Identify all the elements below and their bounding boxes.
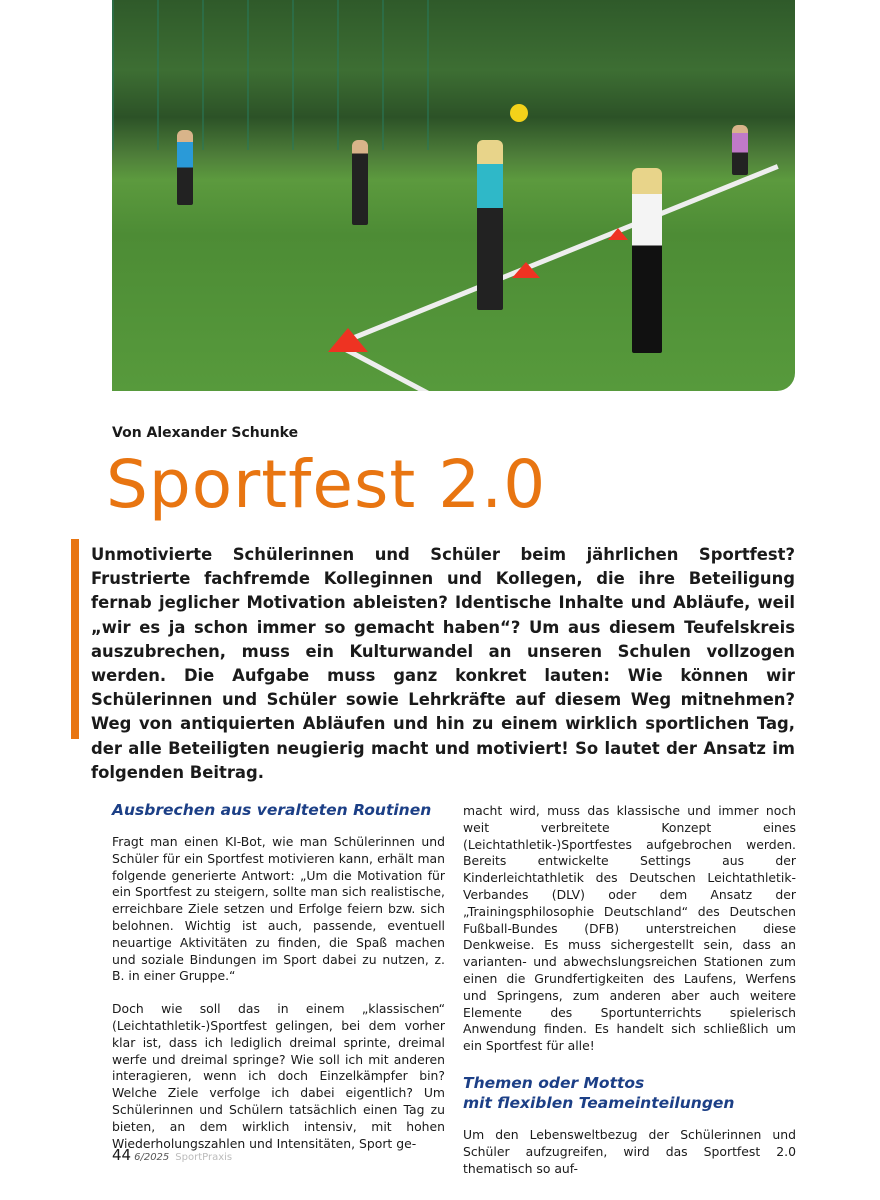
cone [512, 262, 540, 278]
author-byline: Von Alexander Schunke [112, 425, 299, 441]
fence [112, 0, 472, 150]
child [732, 125, 748, 175]
page-number: 44 [112, 1146, 132, 1164]
child [632, 168, 662, 353]
field-line [341, 345, 449, 391]
child [352, 140, 368, 225]
child [477, 140, 503, 310]
ball [510, 104, 528, 122]
article-title: Sportfest 2.0 [106, 446, 547, 523]
cone [608, 228, 628, 240]
issue-number: 6/2025 [134, 1152, 170, 1163]
paragraph: macht wird, muss das klassische und immer noch weit verbreitete Konzept eines (Leichtathletik-)Sportfestes aufgebrochen werden. Bereits entwickelte Settings aus der Kinderleichtathletik des Deutschen Leichtathletik-Verbandes (DLV) oder dem Ansatz der „Trainingsphilosophie Deutschland“ des Deutschen Fußball-Bundes (DFB) unterstreichen diese Denkweise. Es muss sichergestellt sein, dass an varianten- und abwechslungsreichen Stationen zum einen die Grundfertigkeiten des Laufens, Werfens und Springens, zum anderen aber auch weitere Elemente des Sportunterrichts spielerisch Anwendung finden. Es handelt sich schließlich um ein Sportfest für alle! [463, 803, 796, 1054]
child [177, 130, 193, 205]
column-left [112, 800, 445, 1168]
section-heading-line: Themen oder Mottos [463, 1073, 645, 1092]
section-heading: Ausbrechen aus veralteten Routinen [112, 801, 432, 819]
cone [328, 328, 368, 352]
page-footer [112, 1146, 232, 1164]
magazine-name: SportPraxis [175, 1152, 233, 1163]
lede-accent-bar [71, 539, 79, 739]
paragraph: Um den Lebensweltbezug der Schülerinnen und Schüler aufzugreifen, wird das Sportfest 2.0 thematisch so auf- [463, 1126, 796, 1176]
field-line [341, 164, 779, 345]
article-lede: Unmotivierte Schülerinnen und Schüler beim jährlichen Sportfest? Frustrierte fachfremde Kolleginnen und Kollegen, die ihre Beteiligung fernab jeglicher Motivation ableisten? Identische Inhalte und Abläufe, weil „wir es ja schon immer so gemacht haben“? Um aus diesem Teufelskreis auszubrechen, muss ein Kulturwandel an unseren Schulen vollzogen werden. Die Aufgabe muss ganz konkret lauten: Wie können wir Schülerinnen und Schüler sowie Lehrkräfte auf diesem Weg mitnehmen? Weg von antiquierten Abläufen und hin zu einem wirklich sportlichen Tag, der alle Beteiligten neugierig macht und motiviert! So lautet der Ansatz im folgenden Beitrag. [91, 545, 795, 782]
hero-photo [112, 0, 795, 391]
section-heading-line: mit flexiblen Teameinteilungen [463, 1093, 735, 1112]
paragraph: Doch wie soll das in einem „klassischen“ (Leichtathletik-)Sportfest gelingen, bei dem vorher klar ist, dass ich lediglich dreimal sprinte, dreimal werfe und dreimal springe? Wie soll ich mit anderen interagieren, wenn ich doch Einzelkämpfer bin? Welche Ziele verfolge ich dabei eigentlich? Um Schülerinnen und Schülern tatsächlich einen Tag zu bieten, an dem wirklich intensiv, mit hohen Wiederholungszahlen und Intensitäten, Sport ge- [112, 1001, 445, 1151]
section-heading [463, 1073, 796, 1113]
paragraph: Fragt man einen KI-Bot, wie man Schülerinnen und Schüler für ein Sportfest motivieren kann, erhält man folgende generierte Antwort: „Um die Motivation für ein Sportfest zu steigern, sollte man sich realistische, erreichbare Ziele setzen und Erfolge feiern bzw. sich belohnen. Wichtig ist auch, passende, eventuell neuartige Aktivitäten zu finden, die Spaß machen und soziale Bindungen im Sport dabei zu nutzen, z. B. in einer Gruppe.“ [112, 834, 445, 984]
column-right [463, 803, 796, 1193]
